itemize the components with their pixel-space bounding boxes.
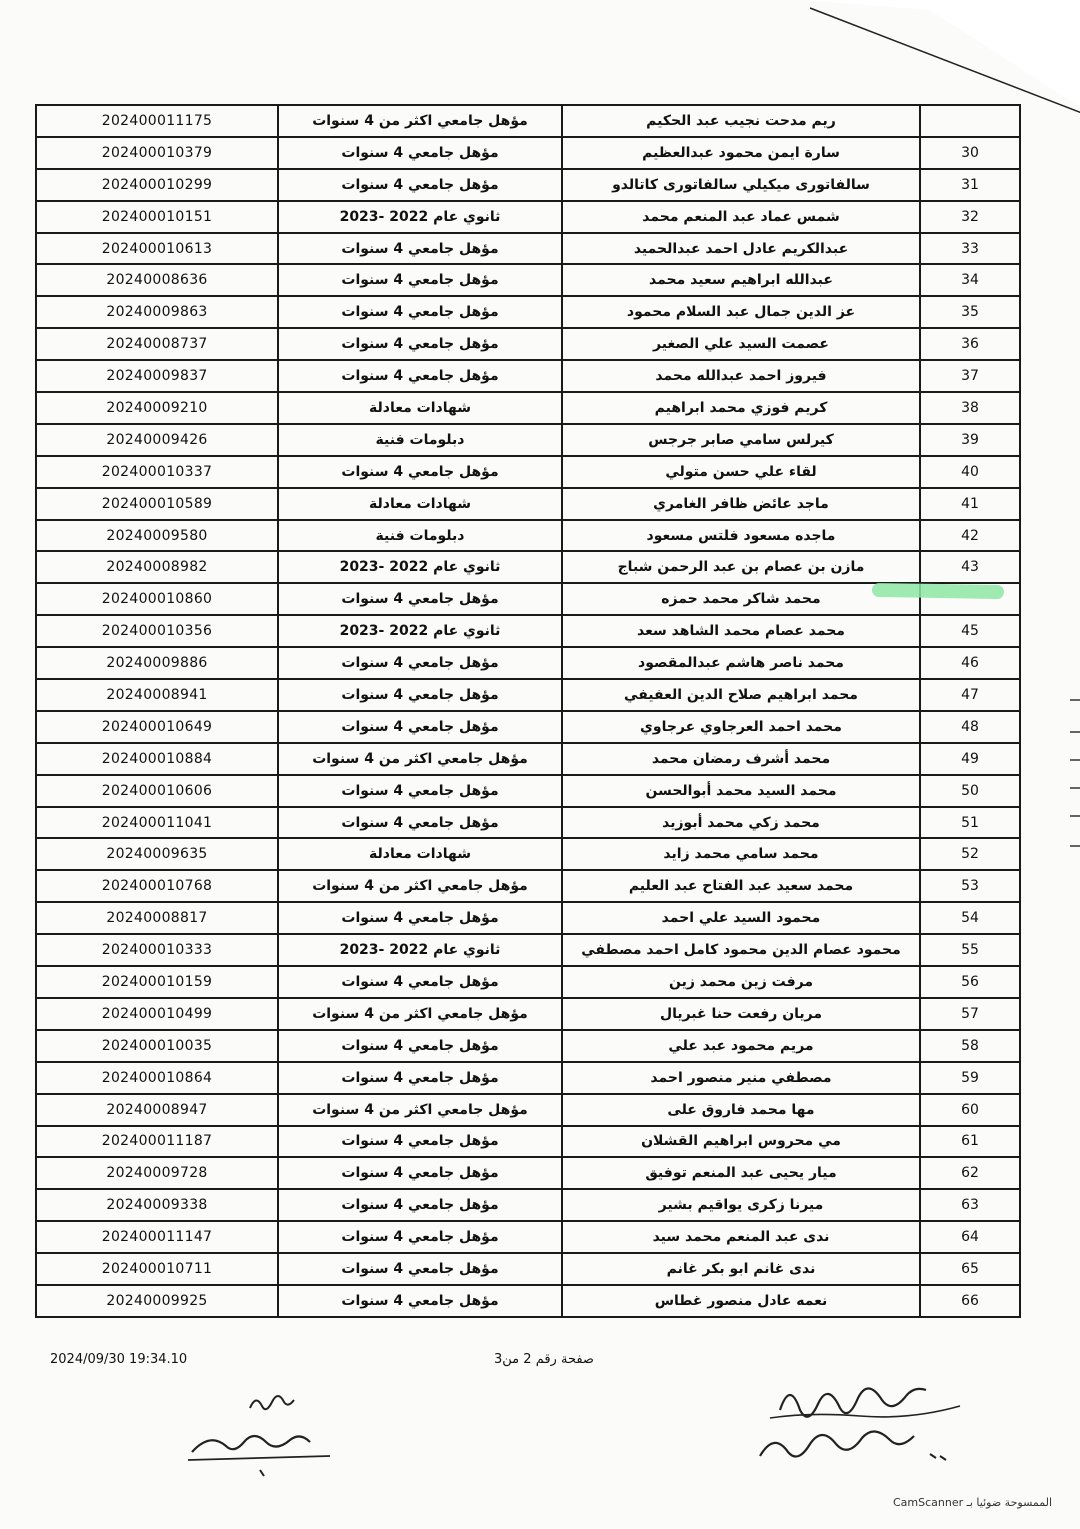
table-row (36, 233, 1020, 265)
row-index-cell: 65 (920, 1253, 1020, 1285)
table-row (36, 1126, 1020, 1158)
registration-number-cell: 202400010884 (36, 743, 278, 775)
qualification-cell: مؤهل جامعي 4 سنوات (278, 328, 562, 360)
row-index-cell: 30 (920, 137, 1020, 169)
qualification-cell: ثانوي عام 2022 -2023 (278, 201, 562, 233)
qualification-cell: دبلومات فنية (278, 424, 562, 456)
candidate-name-cell: ميرنا زكرى يواقيم بشير (562, 1189, 920, 1221)
row-index-cell: 55 (920, 934, 1020, 966)
candidate-table (35, 104, 1021, 1318)
registration-number-cell: 202400010649 (36, 711, 278, 743)
row-index-cell: 45 (920, 615, 1020, 647)
candidate-name-cell: محمد سعيد عبد الفتاح عبد العليم (562, 870, 920, 902)
qualification-cell: مؤهل جامعي اكثر من 4 سنوات (278, 998, 562, 1030)
qualification-cell: مؤهل جامعي 4 سنوات (278, 264, 562, 296)
registration-number-cell: 20240009863 (36, 296, 278, 328)
candidate-name-cell: محمد زكي محمد أبوزيد (562, 807, 920, 839)
table-row (36, 807, 1020, 839)
table-row (36, 934, 1020, 966)
candidate-name-cell: محمود السيد علي احمد (562, 902, 920, 934)
candidate-name-cell: ماجد عائض ظافر الغامري (562, 488, 920, 520)
registration-number-cell: 20240009635 (36, 838, 278, 870)
candidate-name-cell: ريم مدحت نجيب عبد الحكيم (562, 105, 920, 137)
registration-number-cell: 202400011147 (36, 1221, 278, 1253)
qualification-cell: مؤهل جامعي اكثر من 4 سنوات (278, 870, 562, 902)
registration-number-cell: 20240009210 (36, 392, 278, 424)
registration-number-cell: 20240008982 (36, 551, 278, 583)
row-index-cell: 61 (920, 1126, 1020, 1158)
registration-number-cell: 202400010333 (36, 934, 278, 966)
qualification-cell: مؤهل جامعي 4 سنوات (278, 583, 562, 615)
registration-number-cell: 202400010151 (36, 201, 278, 233)
table-row (36, 392, 1020, 424)
row-index-cell: 52 (920, 838, 1020, 870)
candidate-name-cell: مريان رفعت حنا غبريال (562, 998, 920, 1030)
row-index-cell: 51 (920, 807, 1020, 839)
registration-number-cell: 202400010589 (36, 488, 278, 520)
registration-number-cell: 202400010864 (36, 1062, 278, 1094)
page-number: صفحة رقم 2 من3 (494, 1352, 594, 1367)
candidate-name-cell: مازن بن عصام بن عبد الرحمن شباج (562, 551, 920, 583)
candidate-name-cell: مي محروس ابراهيم القشلان (562, 1126, 920, 1158)
candidate-name-cell: مها محمد فاروق على (562, 1094, 920, 1126)
registration-number-cell: 202400010159 (36, 966, 278, 998)
registration-number-cell: 20240009837 (36, 360, 278, 392)
candidate-table-body (36, 105, 1020, 1317)
qualification-cell: مؤهل جامعي 4 سنوات (278, 1189, 562, 1221)
candidate-name-cell: لقاء علي حسن متولي (562, 456, 920, 488)
candidate-name-cell: محمد عصام محمد الشاهد سعد (562, 615, 920, 647)
signature-left (180, 1380, 350, 1480)
registration-number-cell: 202400010337 (36, 456, 278, 488)
row-index-cell: 48 (920, 711, 1020, 743)
row-index-cell: 62 (920, 1157, 1020, 1189)
qualification-cell: مؤهل جامعي 4 سنوات (278, 233, 562, 265)
row-index-cell: 49 (920, 743, 1020, 775)
registration-number-cell: 202400010035 (36, 1030, 278, 1062)
qualification-cell: مؤهل جامعي 4 سنوات (278, 966, 562, 998)
registration-number-cell: 202400011187 (36, 1126, 278, 1158)
qualification-cell: مؤهل جامعي 4 سنوات (278, 1126, 562, 1158)
registration-number-cell: 202400010711 (36, 1253, 278, 1285)
registration-number-cell: 202400011041 (36, 807, 278, 839)
candidate-name-cell: محمد ناصر هاشم عبدالمقصود (562, 647, 920, 679)
registration-number-cell: 202400010860 (36, 583, 278, 615)
table-row (36, 998, 1020, 1030)
qualification-cell: مؤهل جامعي اكثر من 4 سنوات (278, 743, 562, 775)
table-row (36, 775, 1020, 807)
qualification-cell: مؤهل جامعي 4 سنوات (278, 679, 562, 711)
candidate-name-cell: ندى غانم ابو بكر غانم (562, 1253, 920, 1285)
qualification-cell: مؤهل جامعي 4 سنوات (278, 456, 562, 488)
qualification-cell: مؤهل جامعي 4 سنوات (278, 807, 562, 839)
candidate-name-cell: ندى عبد المنعم محمد سيد (562, 1221, 920, 1253)
candidate-name-cell: محمد سامي محمد زايد (562, 838, 920, 870)
row-index-cell: 35 (920, 296, 1020, 328)
table-row (36, 1221, 1020, 1253)
registration-number-cell: 20240009886 (36, 647, 278, 679)
qualification-cell: مؤهل جامعي 4 سنوات (278, 1285, 562, 1317)
qualification-cell: مؤهل جامعي 4 سنوات (278, 1221, 562, 1253)
table-row (36, 902, 1020, 934)
qualification-cell: ثانوي عام 2022 -2023 (278, 934, 562, 966)
row-index-cell: 54 (920, 902, 1020, 934)
table-row (36, 105, 1020, 137)
table-row (36, 1189, 1020, 1221)
registration-number-cell: 202400010768 (36, 870, 278, 902)
qualification-cell: مؤهل جامعي 4 سنوات (278, 169, 562, 201)
qualification-cell: مؤهل جامعي 4 سنوات (278, 647, 562, 679)
table-row (36, 360, 1020, 392)
candidate-name-cell: كيرلس سامي صابر جرجس (562, 424, 920, 456)
candidate-name-cell: محمد أشرف رمضان محمد (562, 743, 920, 775)
qualification-cell: مؤهل جامعي اكثر من 4 سنوات (278, 1094, 562, 1126)
row-index-cell: 42 (920, 520, 1020, 552)
candidate-name-cell: عصمت السيد علي الصغير (562, 328, 920, 360)
row-index-cell: 40 (920, 456, 1020, 488)
row-index-cell: 53 (920, 870, 1020, 902)
registration-number-cell: 202400010379 (36, 137, 278, 169)
registration-number-cell: 20240009338 (36, 1189, 278, 1221)
registration-number-cell: 20240008737 (36, 328, 278, 360)
candidate-name-cell: كريم فوزي محمد ابراهيم (562, 392, 920, 424)
candidate-name-cell: محمد السيد محمد أبوالحسن (562, 775, 920, 807)
table-row (36, 264, 1020, 296)
row-index-cell: 58 (920, 1030, 1020, 1062)
table-row (36, 296, 1020, 328)
registration-number-cell: 20240009728 (36, 1157, 278, 1189)
qualification-cell: مؤهل جامعي 4 سنوات (278, 1253, 562, 1285)
row-index-cell: 31 (920, 169, 1020, 201)
table-row (36, 966, 1020, 998)
registration-number-cell: 20240008947 (36, 1094, 278, 1126)
table-row (36, 647, 1020, 679)
table-row (36, 520, 1020, 552)
table-row (36, 1157, 1020, 1189)
candidate-name-cell: عز الدين جمال عبد السلام محمود (562, 296, 920, 328)
registration-number-cell: 202400010613 (36, 233, 278, 265)
registration-number-cell: 202400011175 (36, 105, 278, 137)
qualification-cell: مؤهل جامعي 4 سنوات (278, 1062, 562, 1094)
registration-number-cell: 20240008636 (36, 264, 278, 296)
candidate-name-cell: ماجده مسعود فلتس مسعود (562, 520, 920, 552)
table-row (36, 743, 1020, 775)
table-row (36, 1094, 1020, 1126)
table-row (36, 1285, 1020, 1317)
candidate-name-cell: فيروز احمد عبدالله محمد (562, 360, 920, 392)
table-row (36, 328, 1020, 360)
qualification-cell: مؤهل جامعي 4 سنوات (278, 711, 562, 743)
camscanner-watermark: الممسوحة ضوئيا بـ CamScanner (893, 1496, 1053, 1509)
registration-number-cell: 20240008941 (36, 679, 278, 711)
row-index-cell: 66 (920, 1285, 1020, 1317)
table-row (36, 711, 1020, 743)
row-index-cell: 37 (920, 360, 1020, 392)
green-highlight-mark (872, 583, 1004, 599)
page-edge-marks (1068, 690, 1080, 870)
table-row (36, 551, 1020, 583)
candidate-name-cell: محمد ابراهيم صلاح الدين العفيفي (562, 679, 920, 711)
registration-number-cell: 20240009925 (36, 1285, 278, 1317)
row-index-cell: 46 (920, 647, 1020, 679)
table-row (36, 838, 1020, 870)
table-row (36, 424, 1020, 456)
print-timestamp: 2024/09/30 19:34.10 (50, 1352, 188, 1367)
table-row (36, 1030, 1020, 1062)
registration-number-cell: 20240009426 (36, 424, 278, 456)
row-index-cell: 64 (920, 1221, 1020, 1253)
candidate-name-cell: عبدالله ابراهيم سعيد محمد (562, 264, 920, 296)
qualification-cell: مؤهل جامعي 4 سنوات (278, 137, 562, 169)
candidate-name-cell: سالفاتورى ميكيلي سالفاتورى كاتالدو (562, 169, 920, 201)
registration-number-cell: 202400010299 (36, 169, 278, 201)
table-row (36, 870, 1020, 902)
candidate-name-cell: ميار يحيى عبد المنعم توفيق (562, 1157, 920, 1189)
qualification-cell: شهادات معادلة (278, 838, 562, 870)
registration-number-cell: 202400010499 (36, 998, 278, 1030)
table-row (36, 488, 1020, 520)
row-index-cell: 47 (920, 679, 1020, 711)
candidate-name-cell: محمود عصام الدين محمود كامل احمد مصطفي (562, 934, 920, 966)
candidate-name-cell: عبدالكريم عادل احمد عبدالحميد (562, 233, 920, 265)
qualification-cell: شهادات معادلة (278, 488, 562, 520)
candidate-name-cell: محمد احمد العرجاوي عرجاوي (562, 711, 920, 743)
row-index-cell: 39 (920, 424, 1020, 456)
qualification-cell: شهادات معادلة (278, 392, 562, 424)
qualification-cell: ثانوي عام 2022 -2023 (278, 551, 562, 583)
row-index-cell: 33 (920, 233, 1020, 265)
row-index-cell: 56 (920, 966, 1020, 998)
table-row (36, 137, 1020, 169)
table-row (36, 1062, 1020, 1094)
candidate-name-cell: شمس عماد عبد المنعم محمد (562, 201, 920, 233)
registration-number-cell: 202400010356 (36, 615, 278, 647)
row-index-cell: 43 (920, 551, 1020, 583)
table-row (36, 615, 1020, 647)
row-index-cell: 38 (920, 392, 1020, 424)
table-row (36, 201, 1020, 233)
row-index-cell: 41 (920, 488, 1020, 520)
qualification-cell: مؤهل جامعي اكثر من 4 سنوات (278, 105, 562, 137)
candidate-name-cell: نعمه عادل منصور غطاس (562, 1285, 920, 1317)
table-row (36, 679, 1020, 711)
row-index-cell: 32 (920, 201, 1020, 233)
table-row (36, 169, 1020, 201)
candidate-name-cell: سارة ايمن محمود عبدالعظيم (562, 137, 920, 169)
signature-right (740, 1370, 980, 1480)
qualification-cell: مؤهل جامعي 4 سنوات (278, 360, 562, 392)
row-index-cell: 63 (920, 1189, 1020, 1221)
row-index-cell: 57 (920, 998, 1020, 1030)
table-row (36, 1253, 1020, 1285)
table-row (36, 456, 1020, 488)
qualification-cell: مؤهل جامعي 4 سنوات (278, 1157, 562, 1189)
page-fold-corner (800, 0, 1080, 120)
candidate-name-cell: مرفت زين محمد زين (562, 966, 920, 998)
qualification-cell: مؤهل جامعي 4 سنوات (278, 902, 562, 934)
registration-number-cell: 202400010606 (36, 775, 278, 807)
qualification-cell: ثانوي عام 2022 -2023 (278, 615, 562, 647)
qualification-cell: مؤهل جامعي 4 سنوات (278, 296, 562, 328)
qualification-cell: دبلومات فنية (278, 520, 562, 552)
row-index-cell: 60 (920, 1094, 1020, 1126)
row-index-cell: 34 (920, 264, 1020, 296)
row-index-cell: 59 (920, 1062, 1020, 1094)
qualification-cell: مؤهل جامعي 4 سنوات (278, 1030, 562, 1062)
candidate-name-cell: مريم محمود عبد علي (562, 1030, 920, 1062)
row-index-cell: 36 (920, 328, 1020, 360)
candidate-name-cell: مصطفي منير منصور احمد (562, 1062, 920, 1094)
registration-number-cell: 20240008817 (36, 902, 278, 934)
registration-number-cell: 20240009580 (36, 520, 278, 552)
row-index-cell: 50 (920, 775, 1020, 807)
candidate-name-cell: محمد شاكر محمد حمزه (562, 583, 920, 615)
row-index-cell (920, 105, 1020, 137)
qualification-cell: مؤهل جامعي 4 سنوات (278, 775, 562, 807)
